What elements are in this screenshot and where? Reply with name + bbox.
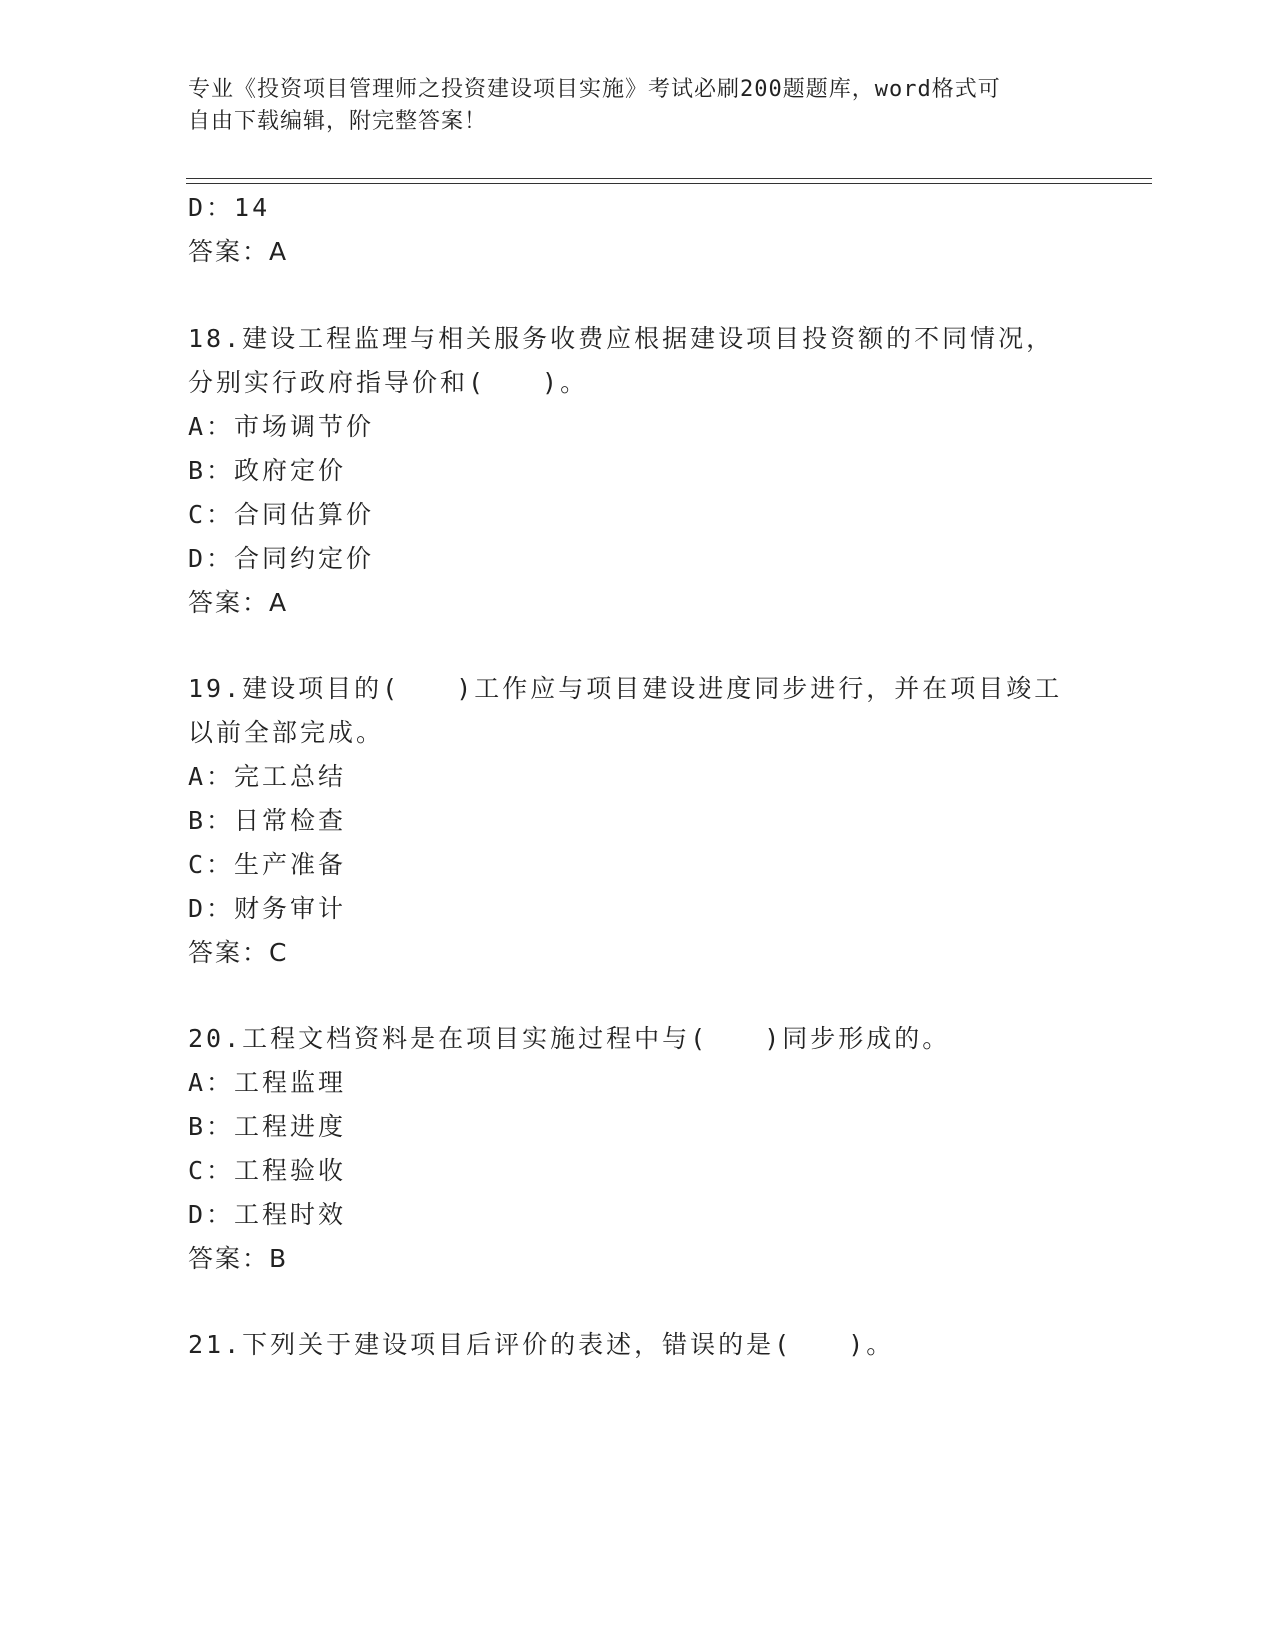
header-divider-bottom (186, 183, 1152, 184)
q18-text-line-2: 分别实行政府指导价和( )。 (188, 368, 589, 397)
q20-option-d: D：工程时效 (188, 1200, 347, 1229)
document-header (188, 74, 1088, 138)
q19-option-a: A：完工总结 (188, 762, 347, 791)
q20-option-c: C：工程验收 (188, 1156, 347, 1185)
q18-option-c: C：合同估算价 (188, 500, 375, 529)
q20-option-a: A：工程监理 (188, 1068, 347, 1097)
q18-answer: 答案：A (188, 588, 289, 617)
prev-option-d: D：14 (188, 193, 271, 222)
header-line-1: 专业《投资项目管理师之投资建设项目实施》考试必刷200题题库，word格式可 (188, 77, 1001, 102)
prev-answer: 答案：A (188, 237, 289, 266)
header-line-2: 自由下载编辑，附完整答案！ (188, 109, 488, 134)
q19-answer: 答案：C (188, 938, 289, 967)
q18-option-a: A：市场调节价 (188, 412, 375, 441)
q21-text-line-1: 21.下列关于建设项目后评价的表述，错误的是( )。 (188, 1330, 895, 1359)
q18-option-b: B：政府定价 (188, 456, 347, 485)
q19-text-line-2: 以前全部完成。 (188, 718, 385, 747)
q19-option-c: C：生产准备 (188, 850, 347, 879)
q20-text-line-1: 20.工程文档资料是在项目实施过程中与( )同步形成的。 (188, 1024, 951, 1053)
q18-text-line-1: 18.建设工程监理与相关服务收费应根据建设项目投资额的不同情况， (188, 324, 1055, 353)
q18-option-d: D：合同约定价 (188, 544, 375, 573)
q19-text-line-1: 19.建设项目的( )工作应与项目建设进度同步进行，并在项目竣工 (188, 674, 1063, 703)
q19-option-b: B：日常检查 (188, 806, 347, 835)
q19-option-d: D：财务审计 (188, 894, 347, 923)
q20-answer: 答案：B (188, 1244, 289, 1273)
q20-option-b: B：工程进度 (188, 1112, 347, 1141)
header-divider-top (186, 178, 1152, 179)
